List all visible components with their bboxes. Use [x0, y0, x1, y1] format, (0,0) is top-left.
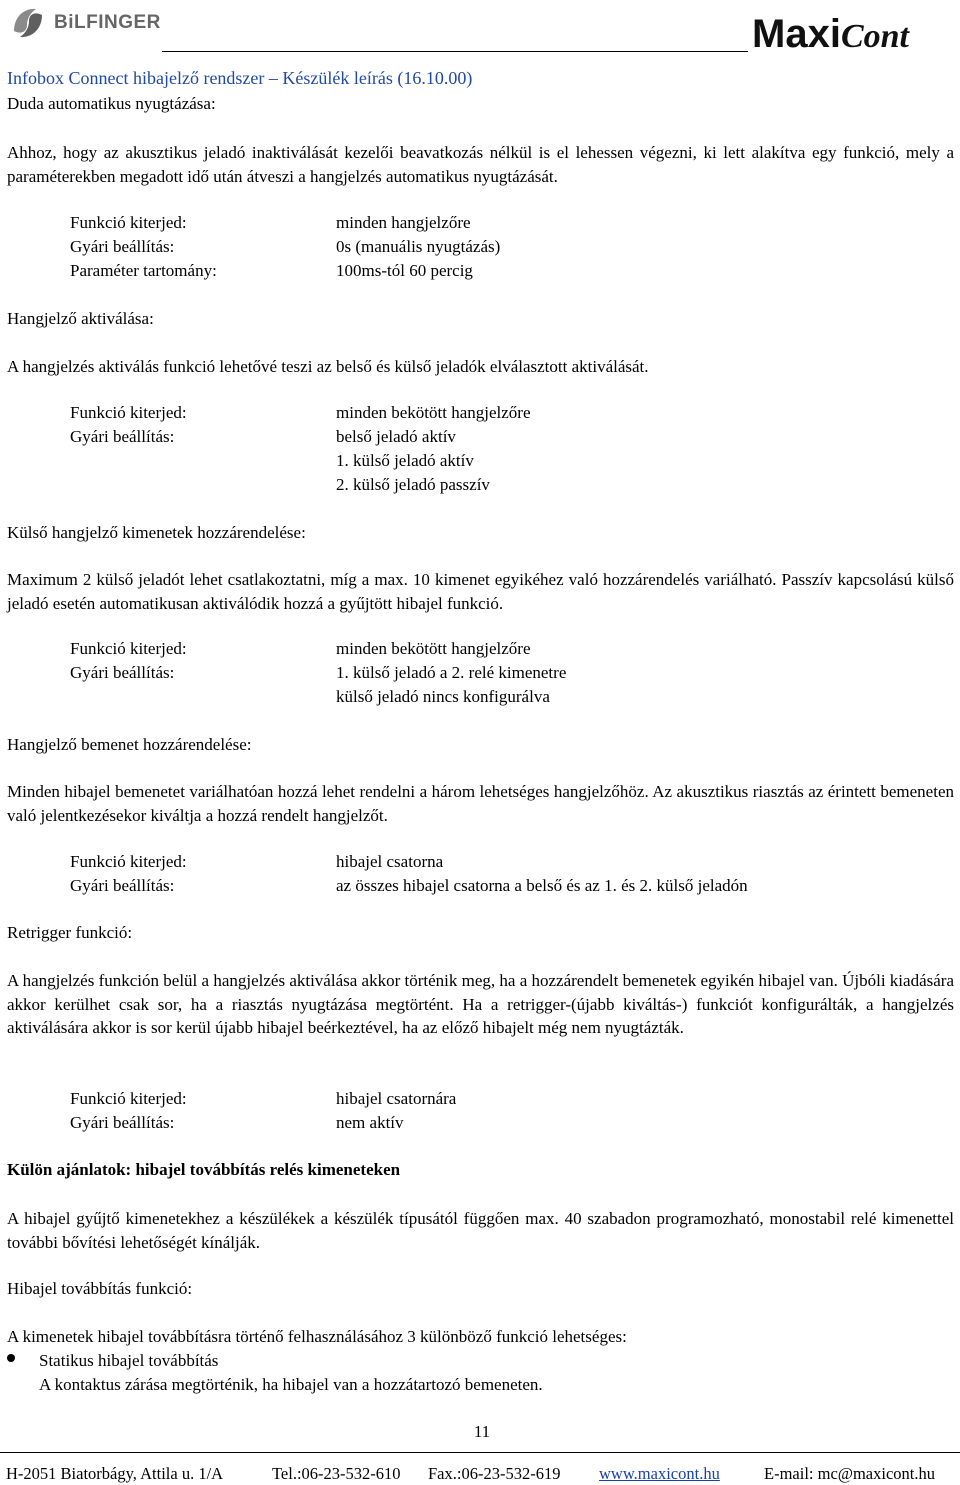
section-heading-outputs: Külső hangjelző kimenetek hozzárendelése:: [7, 523, 306, 542]
bilfinger-mark-icon: [8, 3, 48, 43]
footer-address: H-2051 Biatorbágy, Attila u. 1/A: [6, 1464, 224, 1483]
section-heading-activation: Hangjelző aktiválása:: [7, 309, 154, 328]
section-text-forwarding: A kimenetek hibajel továbbításra történő felhasználásához 3 különböző funkció lehetséges:: [7, 1327, 627, 1346]
param-value: nem aktív: [336, 1113, 404, 1132]
section-text-activation: A hangjelzés aktiválás funkció lehetővé teszi az belső és külső jeladók elválasztott aktiválását.: [7, 357, 649, 376]
param-value: 1. külső jeladó aktív: [336, 451, 474, 470]
footer-rule: [0, 1452, 960, 1453]
param-label-default: Gyári beállítás:: [70, 876, 175, 895]
param-label-scope: Funkció kiterjed:: [70, 852, 187, 871]
section-text-inputs: Minden hibajel bemenetet variálhatóan hozzá lehet rendelni a három lehetséges hangjelzőhöz. Az akusztikus riasztás az érintett bemeneten való jelentkezésekor kiváltja a hozzá rendelt hangjelzőt.: [7, 782, 954, 825]
document-title: Infobox Connect hibajelző rendszer – Készülék leírás (16.10.00): [7, 68, 473, 88]
param-value: 1. külső jeladó a 2. relé kimenetre: [336, 663, 567, 682]
param-value: az összes hibajel csatorna a belső és az 1. és 2. külső jeladón: [336, 876, 748, 895]
param-label-scope: Funkció kiterjed:: [70, 403, 187, 422]
param-label-default: Gyári beállítás:: [70, 1113, 175, 1132]
param-value: 100ms-tól 60 percig: [336, 261, 473, 280]
footer-email[interactable]: E-mail: mc@maxicont.hu: [764, 1464, 935, 1483]
footer-phone: Tel.:06-23-532-610: [272, 1464, 401, 1483]
bullet-title: Statikus hibajel továbbítás: [39, 1351, 219, 1370]
bilfinger-logo: [8, 3, 161, 43]
page-header: [0, 0, 960, 62]
maxicont-logo-maxi: Maxi: [752, 12, 841, 56]
param-value: 0s (manuális nyugtázás): [336, 237, 501, 256]
section-heading-inputs: Hangjelző bemenet hozzárendelése:: [7, 735, 252, 754]
header-rule: [162, 51, 748, 52]
param-label-scope: Funkció kiterjed:: [70, 213, 187, 232]
section-heading-forwarding: Hibajel továbbítás funkció:: [7, 1279, 193, 1298]
param-label-default: Gyári beállítás:: [70, 427, 175, 446]
section-text-outputs: Maximum 2 külső jeladót lehet csatlakoztatni, míg a max. 10 kimenet egyikéhez való hozzárendelés variálható. Passzív kapcsolású külső jeladó esetén automatikusan aktiválódik hozzá a gyűjtött hibajel funkció.: [7, 570, 954, 613]
section-text-relay-offers: A hibajel gyűjtő kimenetekhez a készülékek a készülék típusától függően max. 40 szabadon programozható, monostabil relé kimenettel további bővítési lehetőségét kínálják.: [7, 1209, 954, 1252]
param-label-range: Paraméter tartomány:: [70, 261, 217, 280]
param-label-default: Gyári beállítás:: [70, 663, 175, 682]
param-value: belső jeladó aktív: [336, 427, 456, 446]
bullet-description: A kontaktus zárása megtörténik, ha hibajel van a hozzátartozó bemeneten.: [39, 1375, 543, 1394]
page-number: 11: [473, 1422, 491, 1441]
maxicont-logo-cont: Cont: [840, 18, 909, 55]
bilfinger-logo-text: BiLFINGER: [54, 12, 161, 33]
footer-fax: Fax.:06-23-532-619: [428, 1464, 561, 1483]
param-label-scope: Funkció kiterjed:: [70, 639, 187, 658]
param-value: külső jeladó nincs konfigurálva: [336, 687, 550, 706]
maxicont-logo: [752, 12, 909, 59]
param-value: 2. külső jeladó passzív: [336, 475, 490, 494]
section-text-auto-ack: Ahhoz, hogy az akusztikus jeladó inaktiválását kezelői beavatkozás nélkül is el lehessen végezni, ki lett alakítva egy funkció, mely a paraméterekben megadott idő után átveszi a hangjelzés automatikus nyugtázását.: [7, 143, 954, 186]
param-label-default: Gyári beállítás:: [70, 237, 175, 256]
param-value: hibajel csatorna: [336, 852, 444, 871]
param-value: hibajel csatornára: [336, 1089, 457, 1108]
section-heading-auto-ack: Duda automatikus nyugtázása:: [7, 94, 216, 113]
footer-website-link[interactable]: www.maxicont.hu: [599, 1464, 720, 1483]
bullet-icon: [7, 1354, 15, 1362]
param-value: minden bekötött hangjelzőre: [336, 403, 531, 422]
section-heading-relay-offers: Külön ajánlatok: hibajel továbbítás relés kimeneteken: [7, 1160, 401, 1179]
param-value: minden hangjelzőre: [336, 213, 471, 232]
section-heading-retrigger: Retrigger funkció:: [7, 923, 133, 942]
param-value: minden bekötött hangjelzőre: [336, 639, 531, 658]
section-text-retrigger: A hangjelzés funkción belül a hangjelzés aktiválása akkor történik meg, ha a hozzárendelt bemenetek egyikén hibajel van. Újbóli kiadására akkor kerülhet csak sor, ha a riasztás nyugtázása megtörtént. Ha a retrigger-(újabb kiváltás-) funkciót konfigurálták, a hangjelzés aktiválására akkor is sor kerül újabb hibajel beérkeztével, ha az előző hibajelt még nem nyugtázták.: [7, 971, 954, 1037]
param-label-scope: Funkció kiterjed:: [70, 1089, 187, 1108]
